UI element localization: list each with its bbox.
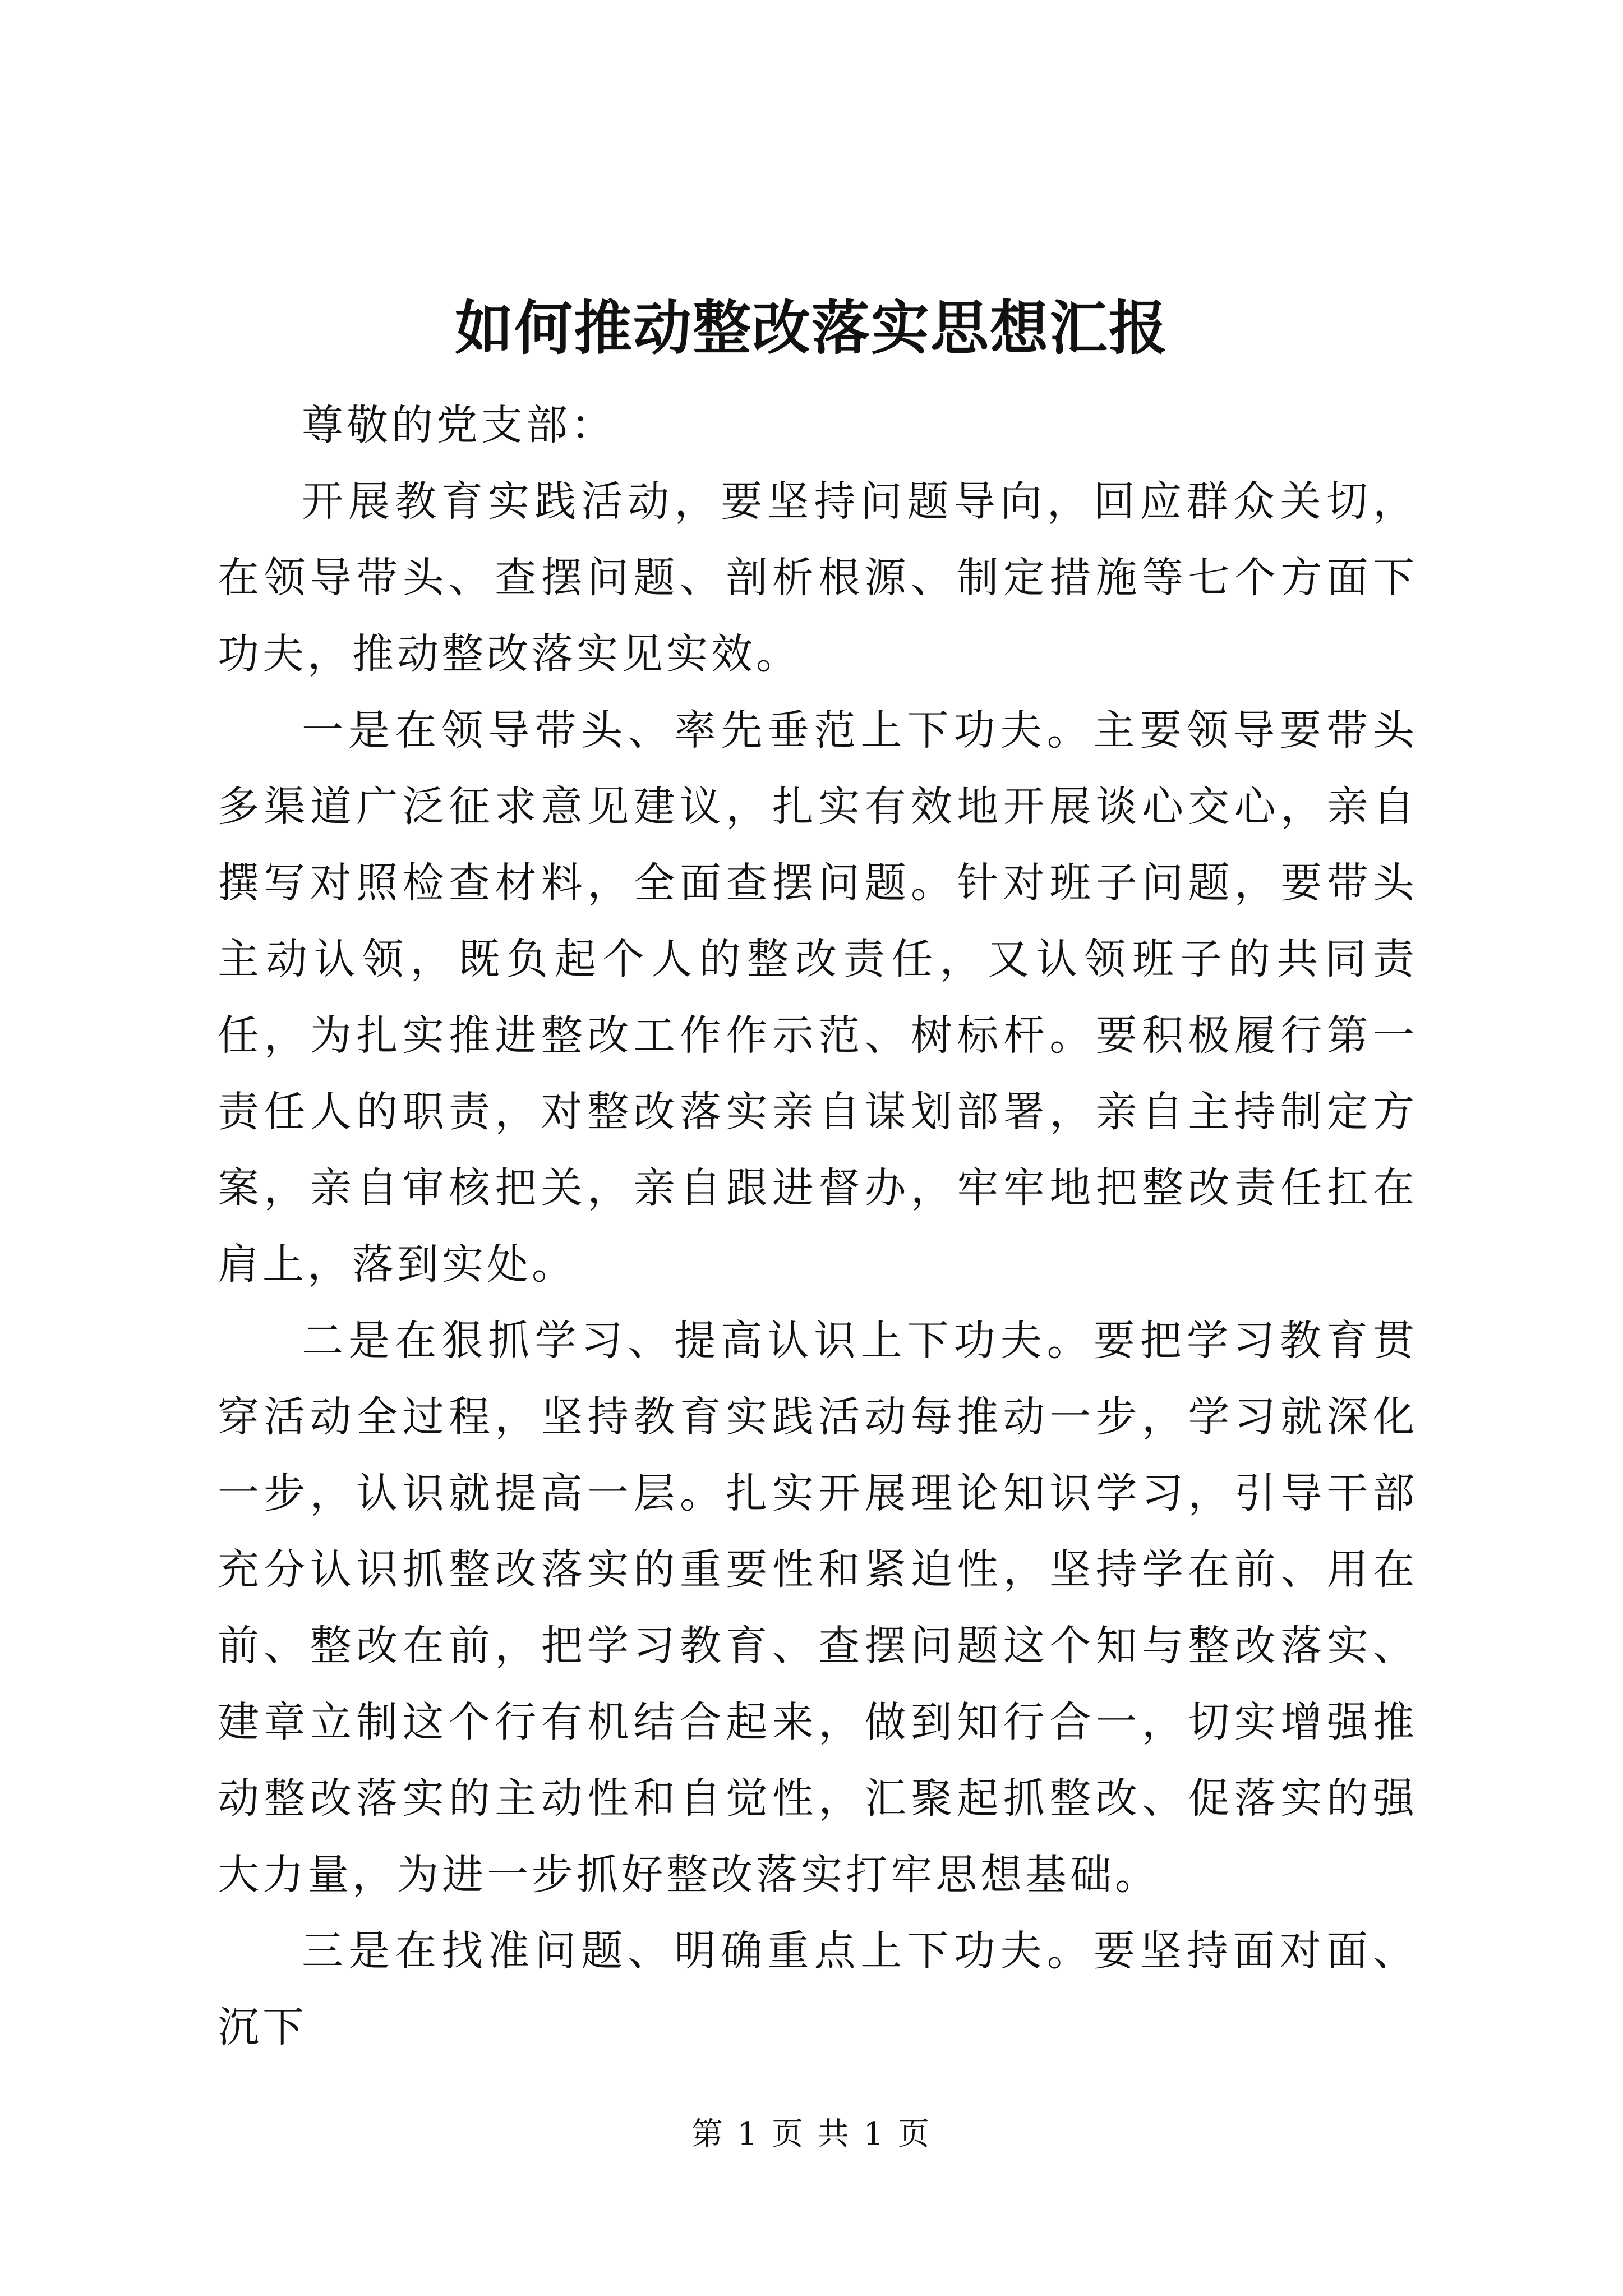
paragraph-intro: 开展教育实践活动，要坚持问题导向，回应群众关切，在领导带头、查摆问题、剖析根源、制定措施等七个方面下功夫，推动整改落实见实效。: [218, 477, 1418, 678]
paragraph-point-one: 一是在领导带头、率先垂范上下功夫。主要领导要带头多渠道广泛征求意见建议，扎实有效地开展谈心交心，亲自撰写对照检查材料，全面查摆问题。针对班子问题，要带头主动认领，既负起个人的整改责任，又认领班子的共同责任，为扎实推进整改工作作示范、树标杆。要积极履行第一责任人的职责，对整改落实亲自谋划部署，亲自主持制定方案，亲自审核把关，亲自跟进督办，牢牢地把整改责任扛在肩上，落到实处。: [218, 706, 1418, 1289]
salutation: 尊敬的党支部：: [302, 401, 616, 449]
paragraph-point-two: 二是在狠抓学习、提高认识上下功夫。要把学习教育贯穿活动全过程，坚持教育实践活动每推动一步，学习就深化一步，认识就提高一层。扎实开展理论知识学习，引导干部充分认识抓整改落实的重要性和紧迫性，坚持学在前、用在前、整改在前，把学习教育、查摆问题这个知与整改落实、建章立制这个行有机结合起来，做到知行合一，切实增强推动整改落实的主动性和自觉性，汇聚起抓整改、促落实的强大力量，为进一步抓好整改落实打牢思想基础。: [218, 1317, 1418, 1899]
document-title: 如何推动整改落实思想汇报: [454, 293, 1168, 362]
document-body: [218, 387, 1418, 2065]
paragraph-point-three: 三是在找准问题、明确重点上下功夫。要坚持面对面、沉下: [218, 1927, 1418, 2051]
page-footer: 第 1 页 共 1 页: [691, 2116, 932, 2152]
